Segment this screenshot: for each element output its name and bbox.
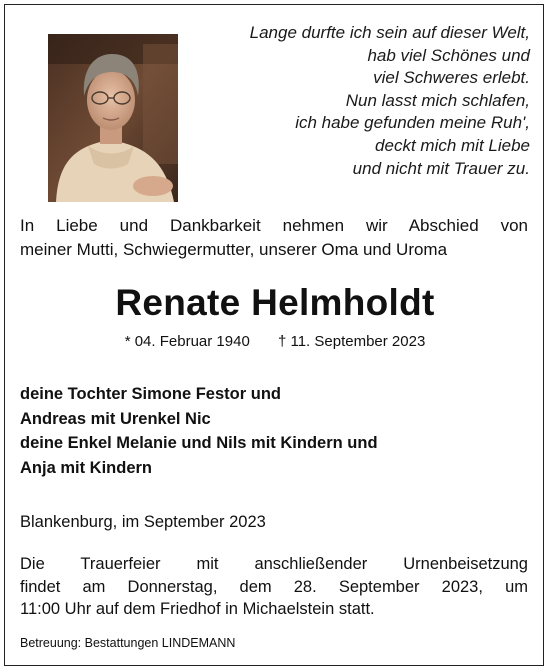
poem-line: Nun lasst mich schlafen, [345, 90, 530, 110]
poem-line: hab viel Schönes und [367, 45, 530, 65]
birth-date: * 04. Februar 1940 [124, 333, 250, 350]
poem-line: Lange durfte ich sein auf dieser Welt, [249, 23, 530, 42]
mourner-line: deine Tochter Simone Festor und [20, 385, 281, 403]
place-date: Blankenburg, im September 2023 [20, 513, 266, 531]
death-date: † 11. September 2023 [277, 333, 426, 350]
deceased-name: Renate Helmholdt [115, 282, 435, 323]
poem-line: ich habe gefunden meine Ruh', [295, 113, 530, 133]
funeral-home-credit: Betreuung: Bestattungen LINDEMANN [20, 636, 236, 650]
mourner-line: deine Enkel Melanie und Nils mit Kindern und [20, 434, 378, 452]
poem-line: und nicht mit Trauer zu. [352, 158, 530, 178]
intro-line: In Liebe und Dankbarkeit nehmen wir Abschied von [20, 216, 528, 235]
funeral-service-info [20, 553, 528, 621]
portrait-image [48, 34, 178, 202]
mourners-list [20, 382, 378, 480]
intro-text [20, 214, 528, 262]
poem-line: viel Schweres erlebt. [373, 68, 530, 88]
service-line: Die Trauerfeier mit anschließender Urnenbeisetzung [20, 555, 528, 573]
mourner-line: Andreas mit Urenkel Nic [20, 409, 211, 428]
life-dates [0, 333, 550, 350]
service-line: findet am Donnerstag, dem 28. September 2023, um [20, 577, 528, 596]
portrait-photo [48, 34, 178, 202]
service-line: 11:00 Uhr auf dem Friedhof in Michaelstein statt. [20, 600, 375, 618]
poem-line: deckt mich mit Liebe [375, 135, 530, 155]
poem [190, 22, 530, 180]
intro-line: meiner Mutti, Schwiegermutter, unserer Oma und Uroma [20, 240, 448, 259]
mourner-line: Anja mit Kindern [20, 458, 153, 477]
